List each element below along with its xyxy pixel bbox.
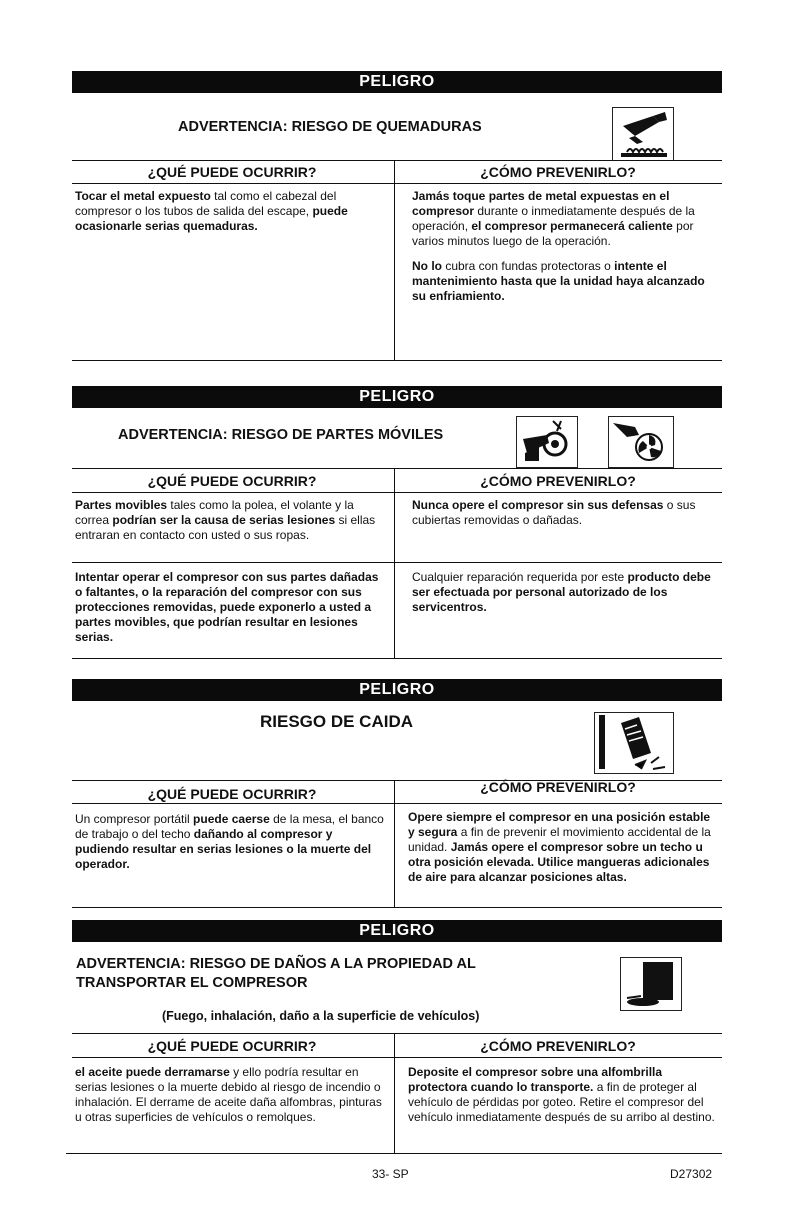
s2-how-text-2: Cualquier reparación requerida por este producto debe ser efectuada por personal autorizado de los servicentros. [412,570,711,614]
col-header-what-4: ¿QUÉ PUEDE OCURRIR? [147,1038,317,1054]
col-header-what-2: ¿QUÉ PUEDE OCURRIR? [147,473,317,489]
s1-how-text: Jamás toque partes de metal expuestas en el compresor durante o inmediatamente después de la operación, el compresor permanecerá caliente por varios minutos luego de la operación. No lo cubra con fundas protectoras o intente el mantenimiento hasta que la unidad haya alcanzado su enfriamiento. [412,189,705,303]
page-number: 33- SP [372,1167,409,1181]
peligro-banner-4: PELIGRO [72,920,722,942]
peligro-banner-3: PELIGRO [72,679,722,701]
fan-blade-hazard-icon [608,416,674,468]
col-header-how-3: ¿CÓMO PREVENIRLO? [480,779,636,795]
document-code: D27302 [670,1167,713,1181]
col-header-how-2: ¿CÓMO PREVENIRLO? [480,473,636,489]
section-3-title: RIESGO DE CAIDA [260,712,414,731]
s4-how-text: Deposite el compresor sobre una alfombrilla protectora cuando lo transporte. a fin de proteger al vehículo de pérdidas por goteo. Retire el compresor del vehículo inmediatamente después de su arribo al destino. [408,1065,715,1124]
s2-what-text-1: Partes movibles tales como la polea, el volante y la correa podrían ser la causa de serias lesiones si ellas entraran en contacto con usted o sus ropas. [75,498,376,542]
section-4-title: ADVERTENCIA: RIESGO DE DAÑOS A LA PROPIEDAD AL TRANSPORTAR EL COMPRESOR [76,956,476,991]
falling-object-icon [594,712,674,774]
col-header-how-4: ¿CÓMO PREVENIRLO? [480,1038,636,1054]
oil-spill-icon [620,957,682,1011]
burn-hazard-icon [612,107,674,161]
peligro-banner-1: PELIGRO [72,71,722,93]
s4-what-text: el aceite puede derramarse y ello podría resultar en serias lesiones o la muerte debido al riesgo de incendio o inhalación. El derrame de aceite daña alfombras, pinturas u otras superficies de vehículos o remolques. [75,1065,382,1124]
moving-parts-hand-icon [516,416,578,468]
col-header-what-1: ¿QUÉ PUEDE OCURRIR? [147,164,317,180]
s2-what-text-2: Intentar operar el compresor con sus partes dañadas o faltantes, o la reparación del compresor con sus protecciones removidas, puede exponerlo a usted a partes movibles, que podrían resultar en lesiones serias. [75,570,379,644]
col-header-how-1: ¿CÓMO PREVENIRLO? [480,164,636,180]
section-1-title: ADVERTENCIA: RIESGO DE QUEMADURAS [178,119,482,135]
s1-what-text: Tocar el metal expuesto tal como el cabezal del compresor o los tubos de salida del escape, puede ocasionarle serias quemaduras. [75,189,348,233]
section-2-title: ADVERTENCIA: RIESGO DE PARTES MÓVILES [118,427,444,443]
peligro-banner-2: PELIGRO [72,386,722,408]
section-4-subtitle: (Fuego, inhalación, daño a la superficie de vehículos) [162,1009,480,1023]
s3-what-text: Un compresor portátil puede caerse de la mesa, el banco de trabajo o del techo dañando al compresor y pudiendo resultar en serias lesiones o la muerte del operador. [75,812,384,871]
s3-how-text: Opere siempre el compresor en una posición estable y segura a fin de prevenir el movimiento accidental de la unidad. Jamás opere el compresor sobre un techo u otra posición elevada. Utilice mangueras adicionales de aire para alcanzar posiciones altas. [408,810,711,884]
s2-how-text-1: Nunca opere el compresor sin sus defensas o sus cubiertas removidas o dañadas. [412,498,696,527]
col-header-what-3: ¿QUÉ PUEDE OCURRIR? [147,786,317,802]
